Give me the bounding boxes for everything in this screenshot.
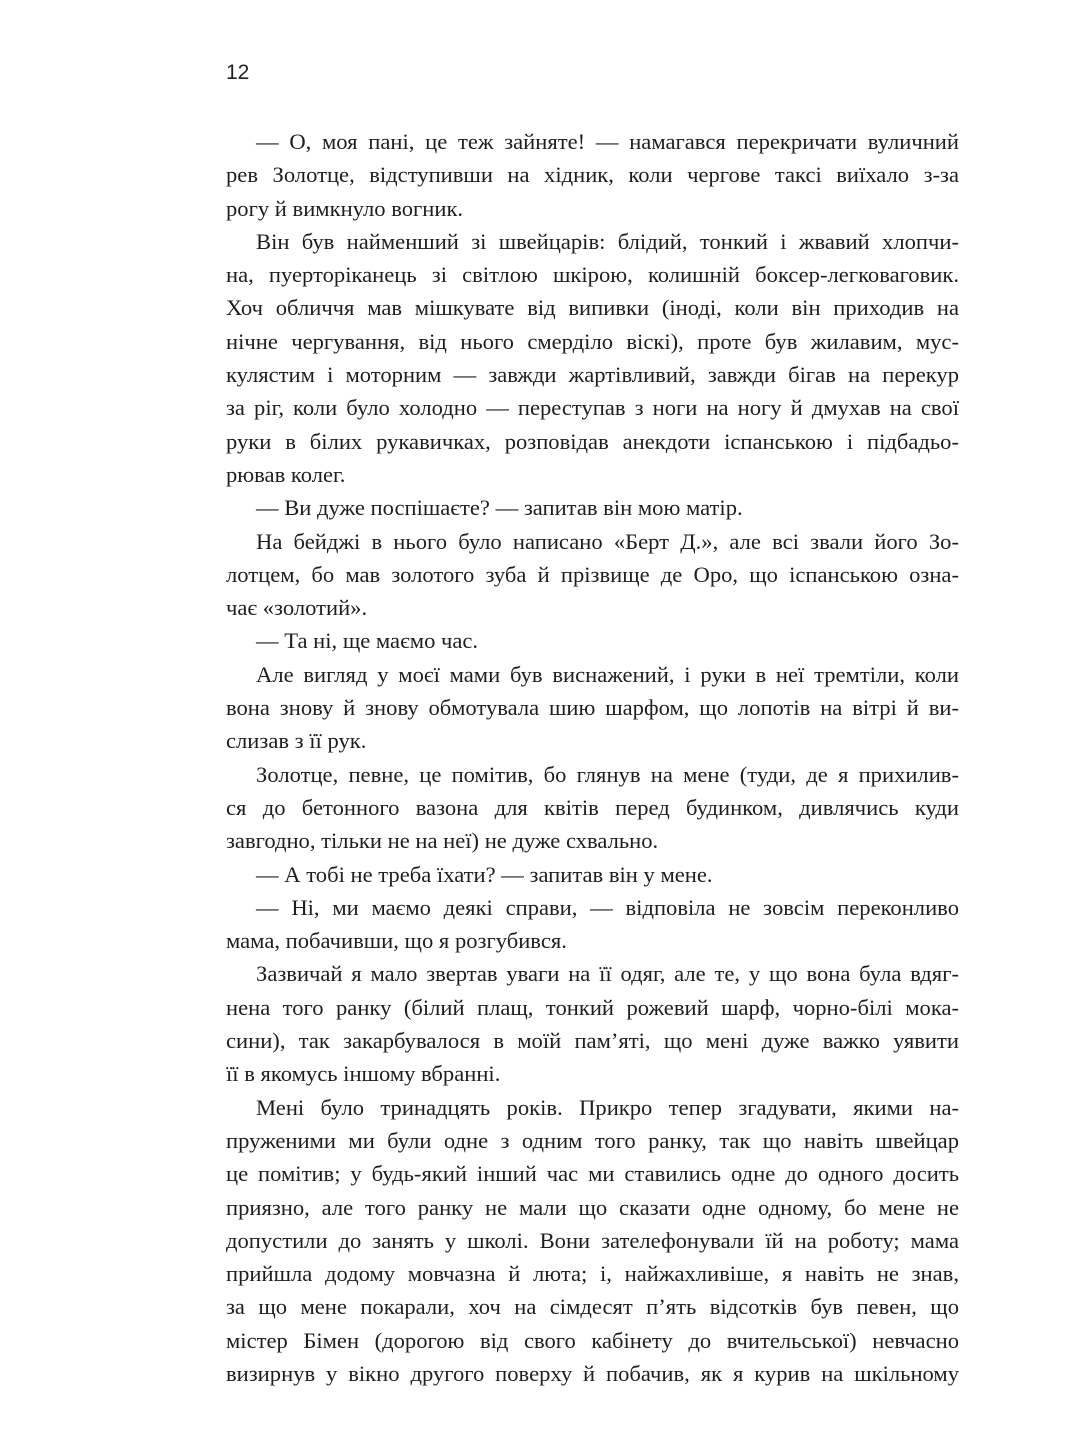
text-line: завгодно, тільки не на неї) не дуже схвально. xyxy=(226,828,659,854)
paragraph xyxy=(226,225,959,491)
text-line: — Ви дуже поспішаєте? — запитав він мою матір. xyxy=(256,495,743,521)
paragraph xyxy=(226,525,959,625)
paragraph xyxy=(226,957,959,1090)
paragraph xyxy=(226,491,959,524)
body-text xyxy=(226,125,959,1390)
text-line: Хоч обличчя мав мішкувате від випивки (іноді, коли він приходив на xyxy=(226,295,959,321)
paragraph xyxy=(226,858,959,891)
text-line: — О, моя пані, це теж зайняте! — намагався перекричати вуличний xyxy=(256,129,959,154)
text-line: за ріг, коли було холодно — переступав з ноги на ногу й дмухав на свої xyxy=(226,395,959,421)
text-line: нічне чергування, від нього смерділо віскі), проте був жилавим, мус- xyxy=(226,328,959,354)
text-line: — А тобі не треба їхати? — запитав він у мене. xyxy=(256,861,713,887)
text-line: лотцем, бо мав золотого зуба й прізвище де Оро, що іспанською озна- xyxy=(226,561,959,587)
text-line: визирнув у вікно другого поверху й побачив, як я курив на шкільному xyxy=(226,1360,959,1386)
paragraph xyxy=(226,624,959,657)
text-line: рогу й вимкнуло вогник. xyxy=(226,195,464,221)
text-line: прийшла додому мовчазна й люта; і, найжахливіше, я навіть не знав, xyxy=(226,1261,959,1287)
text-line: рев Золотце, відступивши на хідник, коли чергове таксі виїхало з-за xyxy=(226,162,959,188)
page-number: 12 xyxy=(226,61,250,84)
text-line: рював колег. xyxy=(226,461,346,487)
paragraph xyxy=(226,658,959,758)
text-line: це помітив; у будь-який інший час ми ставились одне до одного досить xyxy=(226,1161,959,1187)
text-line: Мені було тринадцять років. Прикро тепер згадувати, якими на- xyxy=(256,1094,959,1120)
text-line: — Та ні, ще маємо час. xyxy=(256,628,479,654)
text-line: допустили до занять у школі. Вони зателефонували їй на роботу; мама xyxy=(226,1227,959,1253)
text-line: Зазвичай я мало звертав уваги на її одяг, але те, у що вона була вдяг- xyxy=(256,961,959,987)
text-line: на, пуерторіканець зі світлою шкірою, колишній боксер-легковаговик. xyxy=(226,262,959,288)
text-line: — Ні, ми маємо деякі справи, — відповіла не зовсім переконливо xyxy=(256,894,959,920)
text-line: ся до бетонного вазона для квітів перед будинком, дивлячись куди xyxy=(226,794,959,820)
text-line: На бейджі в нього було написано «Берт Д.», але всі звали його Зо- xyxy=(256,528,959,554)
text-line: Але вигляд у моєї мами був виснажений, і руки в неї тремтіли, коли xyxy=(256,661,959,687)
text-line: містер Бімен (дорогою від свого кабінету до вчительської) невчасно xyxy=(226,1327,959,1353)
text-line: руки в білих рукавичках, розповідав анекдоти іспанською і підбадьо- xyxy=(226,428,959,454)
text-line: Золотце, певне, це помітив, бо глянув на мене (туди, де я прихилив- xyxy=(256,761,959,787)
text-line: слизав з її рук. xyxy=(226,728,367,754)
text-line: нена того ранку (білий плащ, тонкий рожевий шарф, чорно-білі мока- xyxy=(226,994,959,1020)
text-line: вона знову й знову обмотувала шию шарфом, що лопотів на вітрі й ви- xyxy=(226,695,959,721)
paragraph xyxy=(226,758,959,858)
text-line: кулястим і моторним — завжди жартівливий, завжди бігав на перекур xyxy=(226,362,959,388)
text-line: Він був найменший зі швейцарів: блідий, тонкий і жвавий хлопчи- xyxy=(256,228,959,254)
paragraph xyxy=(226,125,959,225)
text-line: сини), так закарбувалося в моїй пам’яті, що мені дуже важко уявити xyxy=(226,1028,959,1054)
text-line: за що мене покарали, хоч на сімдесят п’ять відсотків був певен, що xyxy=(226,1294,959,1320)
text-line: чає «золотий». xyxy=(226,595,368,621)
paragraph xyxy=(226,1091,959,1391)
text-line: приязно, але того ранку не мали що сказати одне одному, бо мене не xyxy=(226,1194,959,1220)
text-line: її в якомусь іншому вбранні. xyxy=(226,1061,501,1087)
paragraph xyxy=(226,891,959,958)
text-line: мама, побачивши, що я розгубився. xyxy=(226,928,567,954)
text-line: пруженими ми були одне з одним того ранку, так що навіть швейцар xyxy=(226,1127,959,1153)
